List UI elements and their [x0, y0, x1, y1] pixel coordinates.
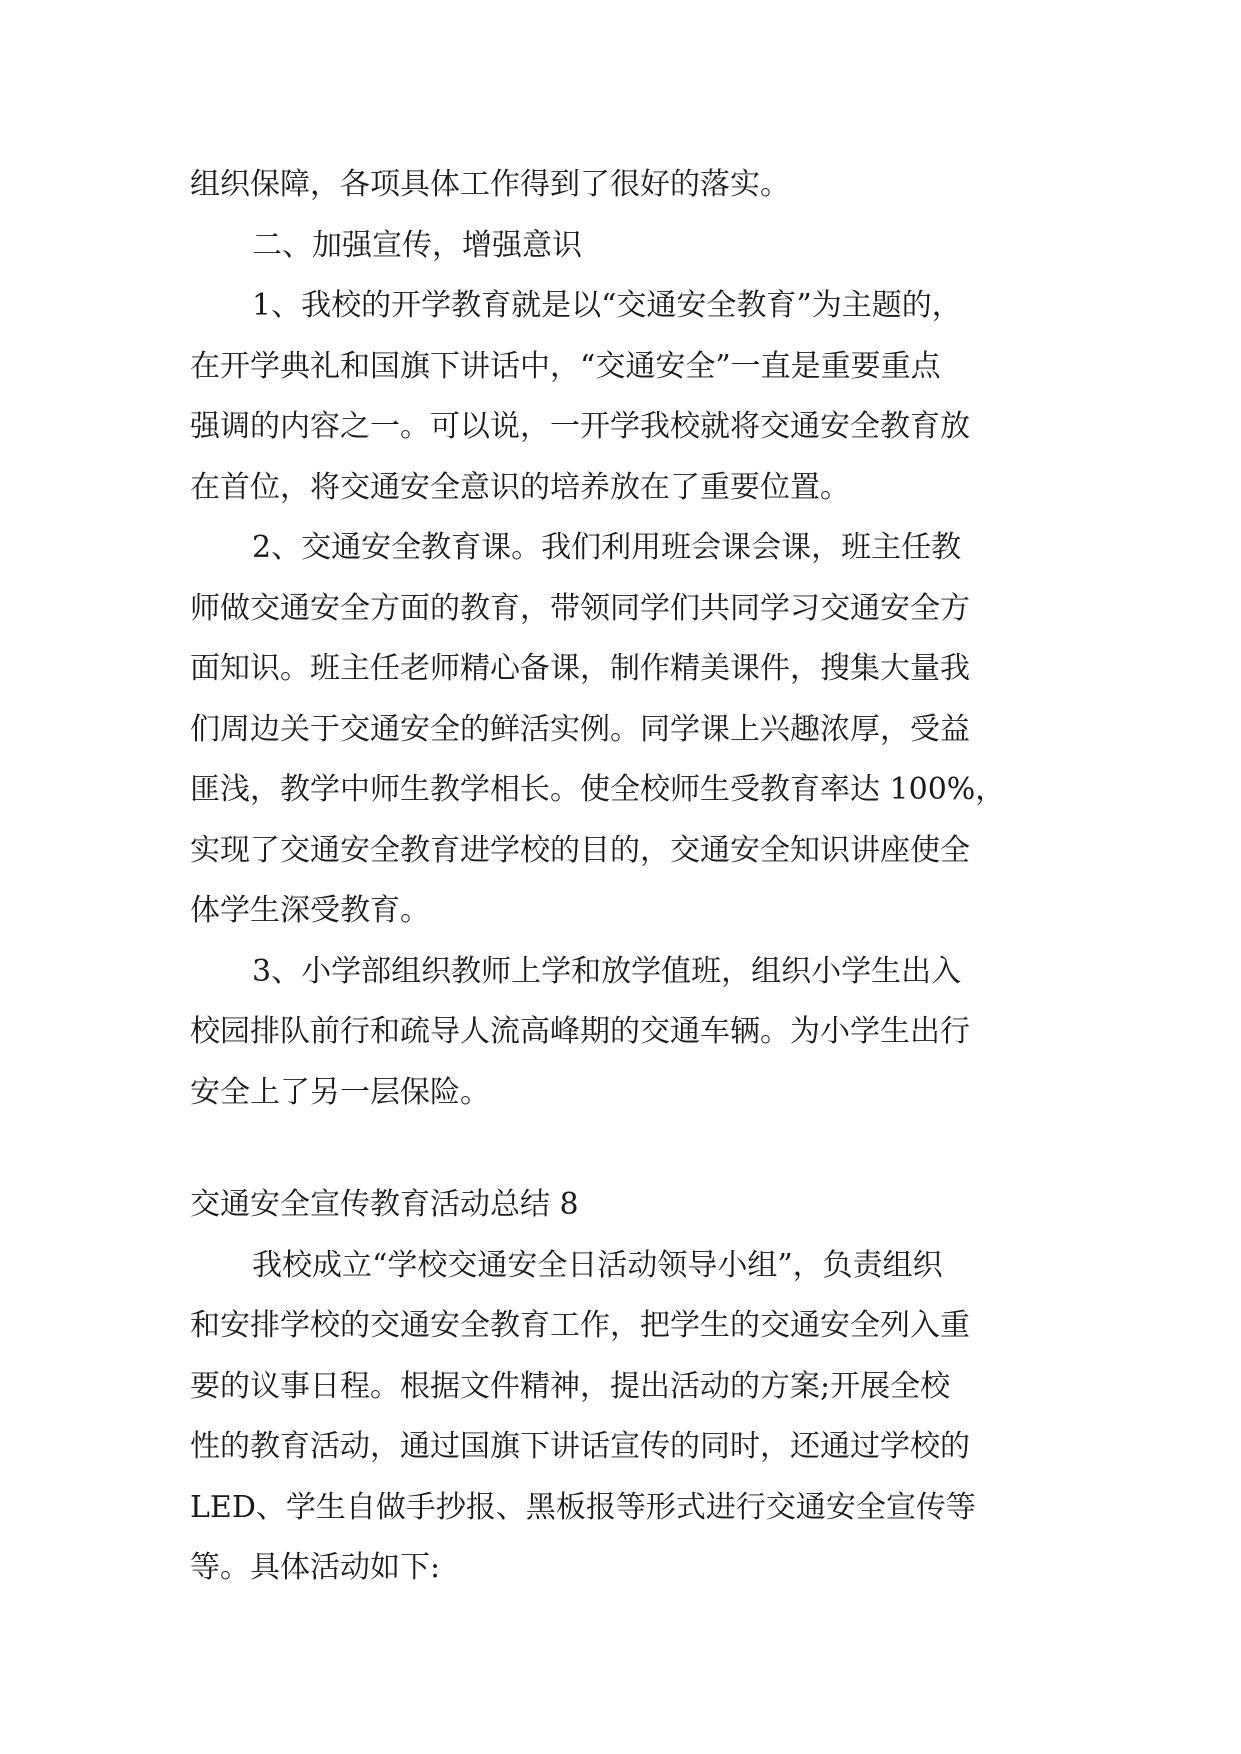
text-line: 校园排队前行和疏导人流高峰期的交通车辆。为小学生出行	[190, 1014, 970, 1049]
heading-line: 二、加强宣传，增强意识	[252, 227, 582, 263]
text-line: 安全上了另一层保险。	[190, 1074, 490, 1110]
text-line: 1、我校的开学教育就是以“交通安全教育”为主题的，	[252, 288, 962, 323]
document-body	[190, 155, 1060, 1599]
title-line: 交通安全宣传教育活动总结 8	[190, 1187, 579, 1222]
text-line: 2、交通安全教育课。我们利用班会课会课，班主任教	[252, 530, 962, 565]
item-3-paragraph	[190, 942, 1060, 1124]
section-2-paragraph	[190, 1236, 1060, 1599]
text-line: 性的教育活动，通过国旗下讲话宣传的同时，还通过学校的	[190, 1429, 970, 1464]
item-1-paragraph	[190, 276, 1060, 518]
section-spacer	[190, 1123, 1060, 1175]
section-heading	[190, 216, 1060, 277]
text-line: 师做交通安全方面的教育，带领同学们共同学习交通安全方	[190, 590, 970, 626]
text-line: 面知识。班主任老师精心备课，制作精美课件，搜集大量我	[190, 651, 970, 686]
text-line: 3、小学部组织教师上学和放学值班，组织小学生出入	[252, 953, 962, 989]
text-line: 在开学典礼和国旗下讲话中，“交通安全”一直是重要重点	[190, 348, 941, 384]
text-line: LED、学生自做手抄报、黑板报等形式进行交通安全宣传等	[190, 1489, 976, 1525]
text-line: 们周边关于交通安全的鲜活实例。同学课上兴趣浓厚，受益	[190, 711, 970, 747]
text-line: 等。具体活动如下:	[190, 1550, 441, 1585]
section-title	[190, 1175, 1060, 1236]
continuation-paragraph	[190, 155, 1060, 216]
text-line: 实现了交通安全教育进学校的目的，交通安全知识讲座使全	[190, 832, 970, 868]
text-line: 组织保障，各项具体工作得到了很好的落实。	[190, 167, 790, 202]
item-2-paragraph	[190, 518, 1060, 942]
text-line: 匪浅，教学中师生教学相长。使全校师生受教育率达 100%，	[190, 772, 1006, 807]
text-line: 和安排学校的交通安全教育工作，把学生的交通安全列入重	[190, 1308, 970, 1343]
text-line: 体学生深受教育。	[190, 893, 430, 928]
text-line: 我校成立“学校交通安全日活动领导小组”，负责组织	[252, 1247, 943, 1283]
text-line: 要的议事日程。根据文件精神，提出活动的方案;开展全校	[190, 1368, 951, 1404]
text-line: 在首位，将交通安全意识的培养放在了重要位置。	[190, 469, 850, 505]
text-line: 强调的内容之一。可以说，一开学我校就将交通安全教育放	[190, 409, 970, 444]
